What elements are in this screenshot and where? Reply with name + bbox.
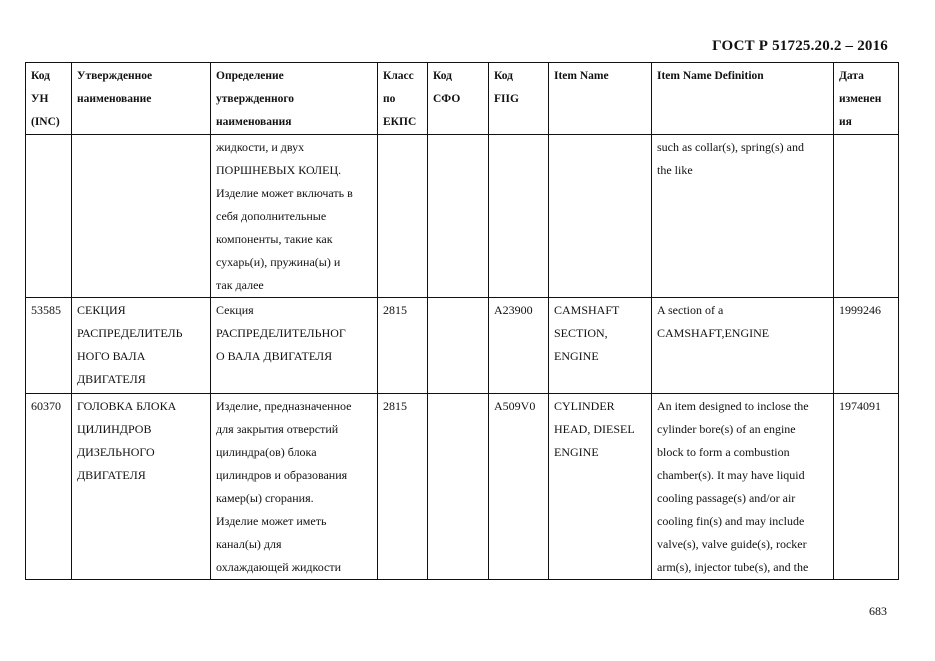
header-approved-name: Утвержденное наименование (72, 63, 211, 135)
cell-fiig: A509V0 (489, 394, 549, 580)
header-item-name: Item Name (549, 63, 652, 135)
cell-item-definition: A section of a CAMSHAFT,ENGINE (652, 298, 834, 394)
header-inc: Код УН (INC) (26, 63, 72, 135)
table-row (26, 135, 899, 298)
cell-ekps: 2815 (378, 298, 428, 394)
cell-fiig (489, 135, 549, 298)
header-fiig-code: Код FIIG (489, 63, 549, 135)
header-ekps-class: Класс по ЕКПС (378, 63, 428, 135)
cell-name (72, 135, 211, 298)
cell-ekps: 2815 (378, 394, 428, 580)
cell-name: ГОЛОВКА БЛОКА ЦИЛИНДРОВ ДИЗЕЛЬНОГО ДВИГАТЕЛЯ (72, 394, 211, 580)
cell-inc: 53585 (26, 298, 72, 394)
cell-item-definition: An item designed to inclose the cylinder bore(s) of an engine block to form a combustion chamber(s). It may have liquid cooling passage(s) and/or air cooling fin(s) and may include valve(s), valve guide(s), rocker arm(s), injector tube(s), and the (652, 394, 834, 580)
cell-fiig: A23900 (489, 298, 549, 394)
header-change-date: Дата изменен ия (834, 63, 899, 135)
cell-sfo (428, 298, 489, 394)
header-row (26, 63, 899, 135)
cell-item-definition: such as collar(s), spring(s) and the like (652, 135, 834, 298)
cell-sfo (428, 394, 489, 580)
cell-item-name (549, 135, 652, 298)
cell-definition: жидкости, и двух ПОРШНЕВЫХ КОЛЕЦ. Изделие может включать в себя дополнительные компоненты, такие как сухарь(и), пружина(ы) и так далее (211, 135, 378, 298)
header-sfo-code: Код СФО (428, 63, 489, 135)
page-number: 683 (869, 604, 887, 618)
cell-definition: Секция РАСПРЕДЕЛИТЕЛЬНОГ О ВАЛА ДВИГАТЕЛЯ (211, 298, 378, 394)
cell-date: 1999246 (834, 298, 899, 394)
cell-sfo (428, 135, 489, 298)
header-item-name-definition: Item Name Definition (652, 63, 834, 135)
classification-table (25, 62, 899, 580)
table-row (26, 394, 899, 580)
cell-name: СЕКЦИЯ РАСПРЕДЕЛИТЕЛЬ НОГО ВАЛА ДВИГАТЕЛЯ (72, 298, 211, 394)
header-definition: Определение утвержденного наименования (211, 63, 378, 135)
cell-date: 1974091 (834, 394, 899, 580)
cell-item-name: CAMSHAFT SECTION, ENGINE (549, 298, 652, 394)
table-row (26, 298, 899, 394)
cell-date (834, 135, 899, 298)
standard-title: ГОСТ Р 51725.20.2 – 2016 (712, 38, 888, 54)
cell-inc (26, 135, 72, 298)
cell-definition: Изделие, предназначенное для закрытия отверстий цилиндра(ов) блока цилиндров и образования камер(ы) сгорания. Изделие может иметь канал(ы) для охлаждающей жидкости (211, 394, 378, 580)
cell-inc: 60370 (26, 394, 72, 580)
cell-item-name: CYLINDER HEAD, DIESEL ENGINE (549, 394, 652, 580)
cell-ekps (378, 135, 428, 298)
